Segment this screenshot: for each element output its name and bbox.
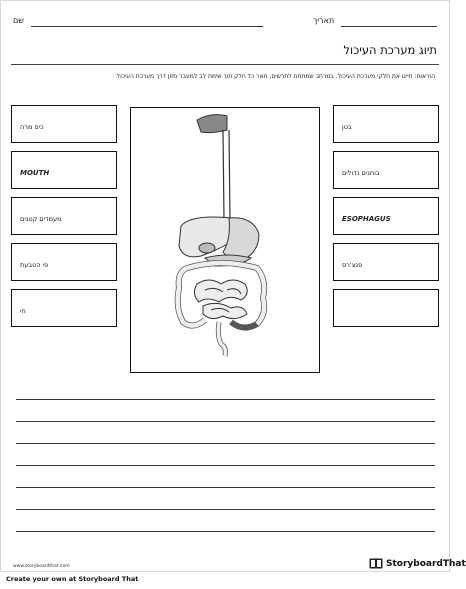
label-box-left-1[interactable] <box>11 105 117 143</box>
label-box-right-2[interactable] <box>333 151 439 189</box>
date-label: תאריך <box>313 16 335 25</box>
label-box-left-2[interactable] <box>11 151 117 189</box>
label-box-left-5[interactable] <box>11 289 117 327</box>
writing-line[interactable] <box>16 465 435 466</box>
digestive-system-illustration <box>131 108 318 371</box>
writing-line[interactable] <box>16 509 435 510</box>
footer-url[interactable]: www.storyboardthat.com <box>13 564 70 569</box>
esophagus-shape <box>223 130 230 220</box>
small-intestine-shape <box>194 280 247 319</box>
page-title: תיוג מערכת העיכול <box>343 43 437 57</box>
writing-line[interactable] <box>16 421 435 422</box>
writing-line[interactable] <box>16 399 435 400</box>
label-box-left-3[interactable] <box>11 197 117 235</box>
label-box-right-3[interactable] <box>333 197 439 235</box>
label-text: בוחנים גדולים <box>342 169 380 177</box>
name-field-line[interactable] <box>31 26 263 27</box>
gallbladder-shape <box>199 243 215 253</box>
instructions-text: הוראות: תייגו את חלקי מערכת העיכול. במרחב שמתחת לתרשים, תאר כל חלק תוך שימת לב למעבר מזון דרך מערכת העיכול <box>116 73 435 80</box>
date-field-line[interactable] <box>341 26 437 27</box>
label-text: MOUTH <box>20 169 50 177</box>
digestive-system-diagram <box>130 107 320 373</box>
label-box-right-1[interactable] <box>333 105 439 143</box>
label-text: מעמדים קטנים <box>20 215 62 223</box>
label-text: כיס מרה <box>20 123 44 131</box>
writing-line[interactable] <box>16 531 435 532</box>
label-box-left-4[interactable] <box>11 243 117 281</box>
writing-line[interactable] <box>16 487 435 488</box>
writing-line[interactable] <box>16 443 435 444</box>
label-text: בטן <box>342 123 352 131</box>
create-your-own-link[interactable]: Create your own at Storyboard That <box>6 575 139 583</box>
storyboardthat-logo[interactable] <box>369 558 466 569</box>
label-box-right-4[interactable] <box>333 243 439 281</box>
label-text: פי הטבעת <box>20 261 49 269</box>
logo-text: StoryboardThat <box>386 558 466 569</box>
storyboard-icon <box>369 558 383 569</box>
label-text: פנצ'רס <box>342 261 363 269</box>
label-text: ESOPHAGUS <box>342 215 391 223</box>
label-box-right-5[interactable] <box>333 289 439 327</box>
label-text: חי <box>20 307 26 315</box>
name-label: שם <box>13 16 24 25</box>
title-divider <box>11 64 439 65</box>
mouth-shape <box>197 115 227 133</box>
bottom-bar <box>0 572 450 589</box>
